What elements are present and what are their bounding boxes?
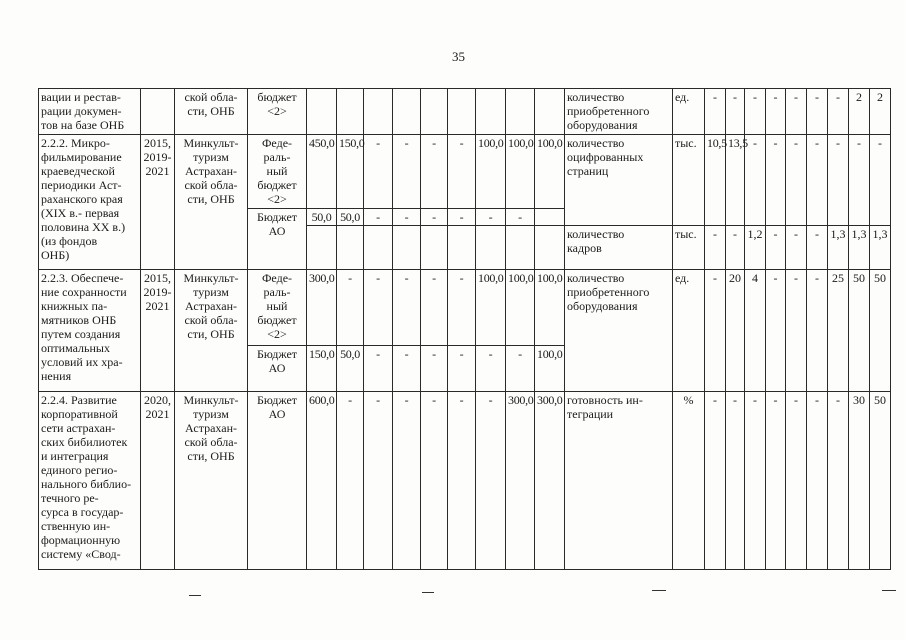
amount-cell: -	[393, 346, 421, 392]
value-cell: -	[766, 392, 786, 570]
amount-cell: -	[476, 209, 506, 226]
amount-cell-empty	[393, 226, 421, 270]
amount-cell: 100,0	[535, 135, 565, 209]
amount-cell	[364, 89, 393, 135]
value-cell: -	[705, 226, 726, 270]
value-cell: 2	[870, 89, 891, 135]
source-cell: Бюджет АО	[248, 392, 307, 570]
amount-cell: 100,0	[535, 346, 565, 392]
amount-cell: -	[364, 135, 393, 209]
source-cell: бюджет <2>	[248, 89, 307, 135]
value-cell: -	[786, 392, 807, 570]
value-cell: -	[726, 89, 745, 135]
executor-cell: Минкульт- туризм Астрахан- ской обла- сти, ОНБ	[175, 270, 248, 392]
value-cell: -	[745, 89, 766, 135]
measure-cell: 2.2.4. Развитие корпоративной сети астрахан- ских бибилиотек и интеграция единого регио- нального библио- течного ре- сурса в государ- ственную ин- формационную систему «Свод-	[39, 392, 141, 570]
value-cell: 50	[870, 392, 891, 570]
value-cell: -	[828, 89, 849, 135]
amount-cell: -	[421, 270, 448, 346]
amount-cell: 100,0	[476, 135, 506, 209]
amount-cell: -	[364, 392, 393, 570]
amount-cell: -	[364, 346, 393, 392]
amount-cell	[535, 89, 565, 135]
measure-cell: вации и рестав- рации докумен- тов на базе ОНБ	[39, 89, 141, 135]
amount-cell: -	[337, 392, 364, 570]
amount-cell-empty	[535, 226, 565, 270]
amount-cell: -	[421, 346, 448, 392]
amount-cell: -	[506, 346, 535, 392]
amount-cell	[506, 89, 535, 135]
amount-cell-empty	[364, 226, 393, 270]
amount-cell: -	[393, 392, 421, 570]
amount-cell-empty	[448, 226, 476, 270]
value-cell: -	[766, 270, 786, 392]
value-cell: 30	[849, 392, 870, 570]
table-row	[39, 270, 891, 346]
amount-cell: -	[421, 135, 448, 209]
value-cell: 50	[849, 270, 870, 392]
value-cell: 1,3	[828, 226, 849, 270]
amount-cell: 50,0	[337, 209, 364, 226]
amount-cell: 150,0	[337, 135, 364, 209]
table-row	[39, 392, 891, 570]
amount-cell: 300,0	[535, 392, 565, 570]
amount-cell: -	[337, 270, 364, 346]
unit-cell: %	[673, 392, 705, 570]
amount-cell: -	[448, 392, 476, 570]
amount-cell-empty	[476, 226, 506, 270]
unit-cell: тыс.	[673, 226, 705, 270]
value-cell: -	[726, 226, 745, 270]
amount-cell	[307, 89, 337, 135]
value-cell: -	[807, 270, 828, 392]
scan-mark	[882, 590, 896, 591]
value-cell: 20	[726, 270, 745, 392]
amount-cell: 150,0	[307, 346, 337, 392]
unit-cell: ед.	[673, 270, 705, 392]
amount-cell: -	[448, 209, 476, 226]
amount-cell	[337, 89, 364, 135]
value-cell: -	[828, 135, 849, 226]
value-cell: -	[828, 392, 849, 570]
value-cell: -	[745, 135, 766, 226]
amount-cell: -	[393, 270, 421, 346]
amount-cell	[393, 89, 421, 135]
value-cell: 25	[828, 270, 849, 392]
value-cell: -	[807, 226, 828, 270]
amount-cell	[476, 89, 506, 135]
page-number: 35	[452, 49, 465, 64]
value-cell: -	[807, 392, 828, 570]
value-cell: 1,3	[849, 226, 870, 270]
indicator-cell: количество кадров	[565, 226, 673, 270]
table-row	[39, 135, 891, 209]
value-cell: -	[745, 392, 766, 570]
amount-cell	[421, 89, 448, 135]
value-cell: -	[766, 226, 786, 270]
amount-cell: -	[476, 392, 506, 570]
amount-cell: 100,0	[506, 270, 535, 346]
unit-cell: тыс.	[673, 135, 705, 226]
program-table	[38, 88, 891, 570]
amount-cell: 450,0	[307, 135, 337, 209]
value-cell: -	[786, 89, 807, 135]
indicator-cell: количество приобретенного оборудования	[565, 270, 673, 392]
value-cell: -	[705, 89, 726, 135]
value-cell: 50	[870, 270, 891, 392]
executor-cell: Минкульт- туризм Астрахан- ской обла- сти, ОНБ	[175, 135, 248, 270]
amount-cell: -	[421, 209, 448, 226]
source-cell: Феде- раль- ный бюджет <2>	[248, 270, 307, 346]
indicator-cell: готовность ин- теграции	[565, 392, 673, 570]
years-cell: 2015, 2019- 2021	[141, 135, 175, 270]
value-cell: 4	[745, 270, 766, 392]
measure-cell: 2.2.3. Обеспече- ние сохранности книжных па- мятников ОНБ путем создания оптимальных условий их хра- нения	[39, 270, 141, 392]
amount-cell: 100,0	[535, 270, 565, 346]
measure-cell: 2.2.2. Микро- фильмирование краеведческой периодики Аст- раханского края (XIX в.- первая половина XX в.) (из фондов ОНБ)	[39, 135, 141, 270]
amount-cell: -	[364, 270, 393, 346]
amount-cell: -	[393, 209, 421, 226]
value-cell: -	[705, 270, 726, 392]
amount-cell: -	[476, 346, 506, 392]
amount-cell: -	[448, 270, 476, 346]
value-cell: 1,2	[745, 226, 766, 270]
amount-cell: -	[393, 135, 421, 209]
years-cell: 2015, 2019- 2021	[141, 270, 175, 392]
indicator-cell: количество приобретенного оборудования	[565, 89, 673, 135]
value-cell: -	[786, 135, 807, 226]
amount-cell-empty	[307, 226, 337, 270]
table-row	[39, 89, 891, 135]
amount-cell: 300,0	[506, 392, 535, 570]
value-cell: -	[807, 89, 828, 135]
value-cell: -	[786, 270, 807, 392]
amount-cell: -	[421, 392, 448, 570]
amount-cell: 600,0	[307, 392, 337, 570]
executor-cell: ской обла- сти, ОНБ	[175, 89, 248, 135]
scan-mark	[422, 592, 434, 593]
unit-cell: ед.	[673, 89, 705, 135]
amount-cell: -	[448, 135, 476, 209]
amount-cell	[448, 89, 476, 135]
amount-cell-empty	[506, 226, 535, 270]
source-cell: Бюджет АО	[248, 346, 307, 392]
source-cell: Бюджет АО	[248, 209, 307, 270]
source-cell: Феде- раль- ный бюджет <2>	[248, 135, 307, 209]
amount-cell: 300,0	[307, 270, 337, 346]
value-cell: -	[849, 135, 870, 226]
amount-cell: 100,0	[476, 270, 506, 346]
scan-mark	[189, 595, 201, 596]
value-cell: -	[807, 135, 828, 226]
value-cell: -	[766, 135, 786, 226]
amount-cell	[535, 209, 565, 226]
value-cell: -	[870, 135, 891, 226]
amount-cell: -	[506, 209, 535, 226]
value-cell: 10,5	[705, 135, 726, 226]
amount-cell: -	[448, 346, 476, 392]
value-cell: 2	[849, 89, 870, 135]
amount-cell: 100,0	[506, 135, 535, 209]
value-cell: 1,3	[870, 226, 891, 270]
value-cell: -	[786, 226, 807, 270]
years-cell	[141, 89, 175, 135]
value-cell: 13,5	[726, 135, 745, 226]
amount-cell: 50,0	[337, 346, 364, 392]
indicator-cell: количество оцифрованных страниц	[565, 135, 673, 226]
value-cell: -	[766, 89, 786, 135]
amount-cell: 50,0	[307, 209, 337, 226]
executor-cell: Минкульт- туризм Астрахан- ской обла- сти, ОНБ	[175, 392, 248, 570]
years-cell: 2020, 2021	[141, 392, 175, 570]
value-cell: -	[726, 392, 745, 570]
amount-cell: -	[364, 209, 393, 226]
amount-cell-empty	[337, 226, 364, 270]
scan-mark	[652, 590, 666, 591]
amount-cell-empty	[421, 226, 448, 270]
value-cell: -	[705, 392, 726, 570]
